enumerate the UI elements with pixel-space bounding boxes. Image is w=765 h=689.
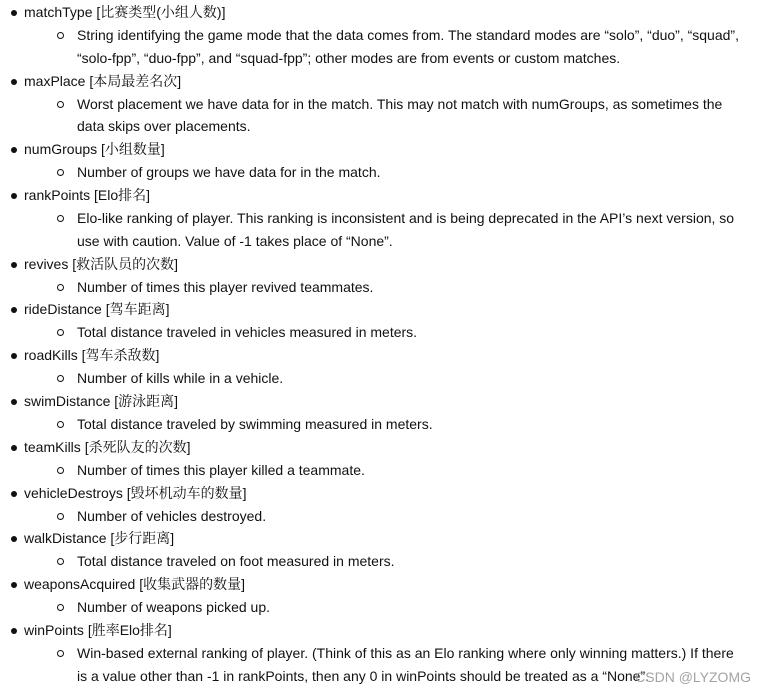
field-description-text: Win-based external ranking of player. (Think of this as an Elo ranking where only winning matters.) If there is a value other than -1 in rankPoints, then any 0 in winPoints should be treated as a “None”. (77, 644, 734, 684)
filled-disc-bullet-icon (11, 262, 17, 268)
field-heading (24, 482, 765, 505)
field-description-list (24, 596, 765, 619)
watermark: CSDN @LYZOMG (635, 668, 751, 685)
field-name: rankPoints (24, 186, 91, 203)
field-chinese-label: [驾车距离] (105, 301, 170, 318)
field-description-text: Number of times this player revived teammates. (77, 278, 374, 295)
field-description-text: Total distance traveled on foot measured in meters. (77, 553, 395, 570)
field-description-list (24, 321, 765, 344)
field-item-rankpoints (0, 184, 765, 253)
field-name: maxPlace (24, 72, 86, 89)
field-heading (24, 70, 765, 93)
field-item-roadkills (0, 344, 765, 390)
field-chinese-label: [比赛类型(小组人数)] (96, 4, 226, 20)
field-chinese-label: [小组数量] (101, 141, 165, 158)
filled-disc-bullet-icon (11, 491, 17, 497)
field-description-list (24, 24, 765, 70)
hollow-circle-bullet-icon (57, 467, 64, 474)
field-description-list (24, 413, 765, 436)
field-name: weaponsAcquired (24, 576, 136, 593)
field-item-walkdistance (0, 527, 765, 573)
field-item-weaponsacquired (0, 573, 765, 619)
filled-disc-bullet-icon (11, 307, 17, 313)
field-chinese-label: [游泳距离] (114, 392, 179, 409)
field-chinese-label: [毁坏机动车的数量] (126, 484, 247, 501)
hollow-circle-bullet-icon (57, 375, 64, 382)
field-description-list (24, 93, 765, 139)
field-description-list (24, 161, 765, 184)
field-name: swimDistance (24, 392, 111, 409)
field-description-text: Number of times this player killed a teammate. (77, 461, 365, 478)
field-name: vehicleDestroys (24, 484, 123, 501)
field-item-matchtype (0, 1, 765, 70)
field-description-list (24, 367, 765, 390)
field-name: rideDistance (24, 301, 102, 318)
hollow-circle-bullet-icon (57, 558, 64, 565)
field-chinese-label: [收集武器的数量] (139, 576, 245, 593)
field-name: roadKills (24, 347, 78, 364)
field-description-list (24, 550, 765, 573)
field-description (24, 24, 765, 70)
field-chinese-label: [杀死队友的次数] (84, 438, 191, 455)
hollow-circle-bullet-icon (57, 32, 64, 39)
hollow-circle-bullet-icon (57, 421, 64, 428)
field-item-swimdistance (0, 390, 765, 436)
field-name: matchType (24, 4, 93, 20)
field-item-revives (0, 253, 765, 299)
field-heading (24, 344, 765, 367)
field-chinese-label: [Elo排名] (94, 186, 151, 203)
field-item-ridedistance (0, 298, 765, 344)
field-description-text: Total distance traveled by swimming measured in meters. (77, 415, 433, 432)
field-heading (24, 298, 765, 321)
field-item-teamkills (0, 436, 765, 482)
field-item-vehicledestroys (0, 482, 765, 528)
filled-disc-bullet-icon (11, 147, 17, 153)
filled-disc-bullet-icon (11, 353, 17, 359)
field-name: numGroups (24, 141, 98, 158)
field-description-list (24, 505, 765, 528)
field-heading (24, 619, 765, 642)
filled-disc-bullet-icon (11, 10, 17, 16)
field-description-text: Total distance traveled in vehicles measured in meters. (77, 324, 418, 341)
field-description (24, 276, 765, 299)
field-description-list (24, 276, 765, 299)
hollow-circle-bullet-icon (57, 169, 64, 176)
field-heading (24, 1, 765, 24)
filled-disc-bullet-icon (11, 193, 17, 199)
field-description-list (24, 207, 765, 253)
field-chinese-label: [胜率Elo排名] (87, 621, 172, 638)
filled-disc-bullet-icon (11, 582, 17, 588)
field-chinese-label: [驾车杀敌数] (81, 347, 160, 364)
field-description (24, 321, 765, 344)
field-description (24, 596, 765, 619)
field-description (24, 413, 765, 436)
field-description (24, 505, 765, 528)
field-name: teamKills (24, 438, 81, 455)
filled-disc-bullet-icon (11, 445, 17, 451)
field-chinese-label: [救活队员的次数] (72, 255, 179, 272)
field-chinese-label: [步行距离] (110, 530, 175, 547)
hollow-circle-bullet-icon (57, 513, 64, 520)
filled-disc-bullet-icon (11, 399, 17, 405)
filled-disc-bullet-icon (11, 536, 17, 542)
field-description (24, 93, 765, 139)
field-description (24, 161, 765, 184)
field-description-text: Worst placement we have data for in the match. This may not match with numGroups, as sometimes the data skips over placements. (77, 95, 723, 135)
field-description-text: Number of weapons picked up. (77, 599, 270, 616)
field-description-text: Number of groups we have data for in the match. (77, 164, 381, 181)
filled-disc-bullet-icon (11, 79, 17, 85)
field-description (24, 367, 765, 390)
field-description (24, 550, 765, 573)
hollow-circle-bullet-icon (57, 604, 64, 611)
field-heading (24, 184, 765, 207)
field-description-list (24, 459, 765, 482)
hollow-circle-bullet-icon (57, 650, 64, 657)
field-name: walkDistance (24, 530, 107, 547)
field-item-numgroups (0, 138, 765, 184)
field-description-text: Elo-like ranking of player. This ranking is inconsistent and is being deprecated in the API’s next version, so use with caution. Value of -1 takes place of “None”. (77, 209, 735, 249)
hollow-circle-bullet-icon (57, 215, 64, 222)
hollow-circle-bullet-icon (57, 101, 64, 108)
field-heading (24, 390, 765, 413)
field-heading (24, 138, 765, 161)
field-description-text: String identifying the game mode that the data comes from. The standard modes are “solo”, “duo”, “squad”, “solo-fpp”, “duo-fpp”, and “squad-fpp”; other modes are from events or custom matches. (77, 27, 739, 66)
field-name: winPoints (24, 621, 84, 638)
field-chinese-label: [本局最差名次] (89, 72, 182, 89)
field-description-text: Number of vehicles destroyed. (77, 507, 267, 524)
field-heading (24, 253, 765, 276)
field-heading (24, 573, 765, 596)
hollow-circle-bullet-icon (57, 329, 64, 336)
field-name: revives (24, 255, 69, 272)
field-description-text: Number of kills while in a vehicle. (77, 370, 284, 387)
filled-disc-bullet-icon (11, 628, 17, 634)
field-heading (24, 527, 765, 550)
field-description (24, 207, 765, 253)
field-heading (24, 436, 765, 459)
hollow-circle-bullet-icon (57, 284, 64, 291)
field-item-maxplace (0, 70, 765, 139)
field-description (24, 459, 765, 482)
